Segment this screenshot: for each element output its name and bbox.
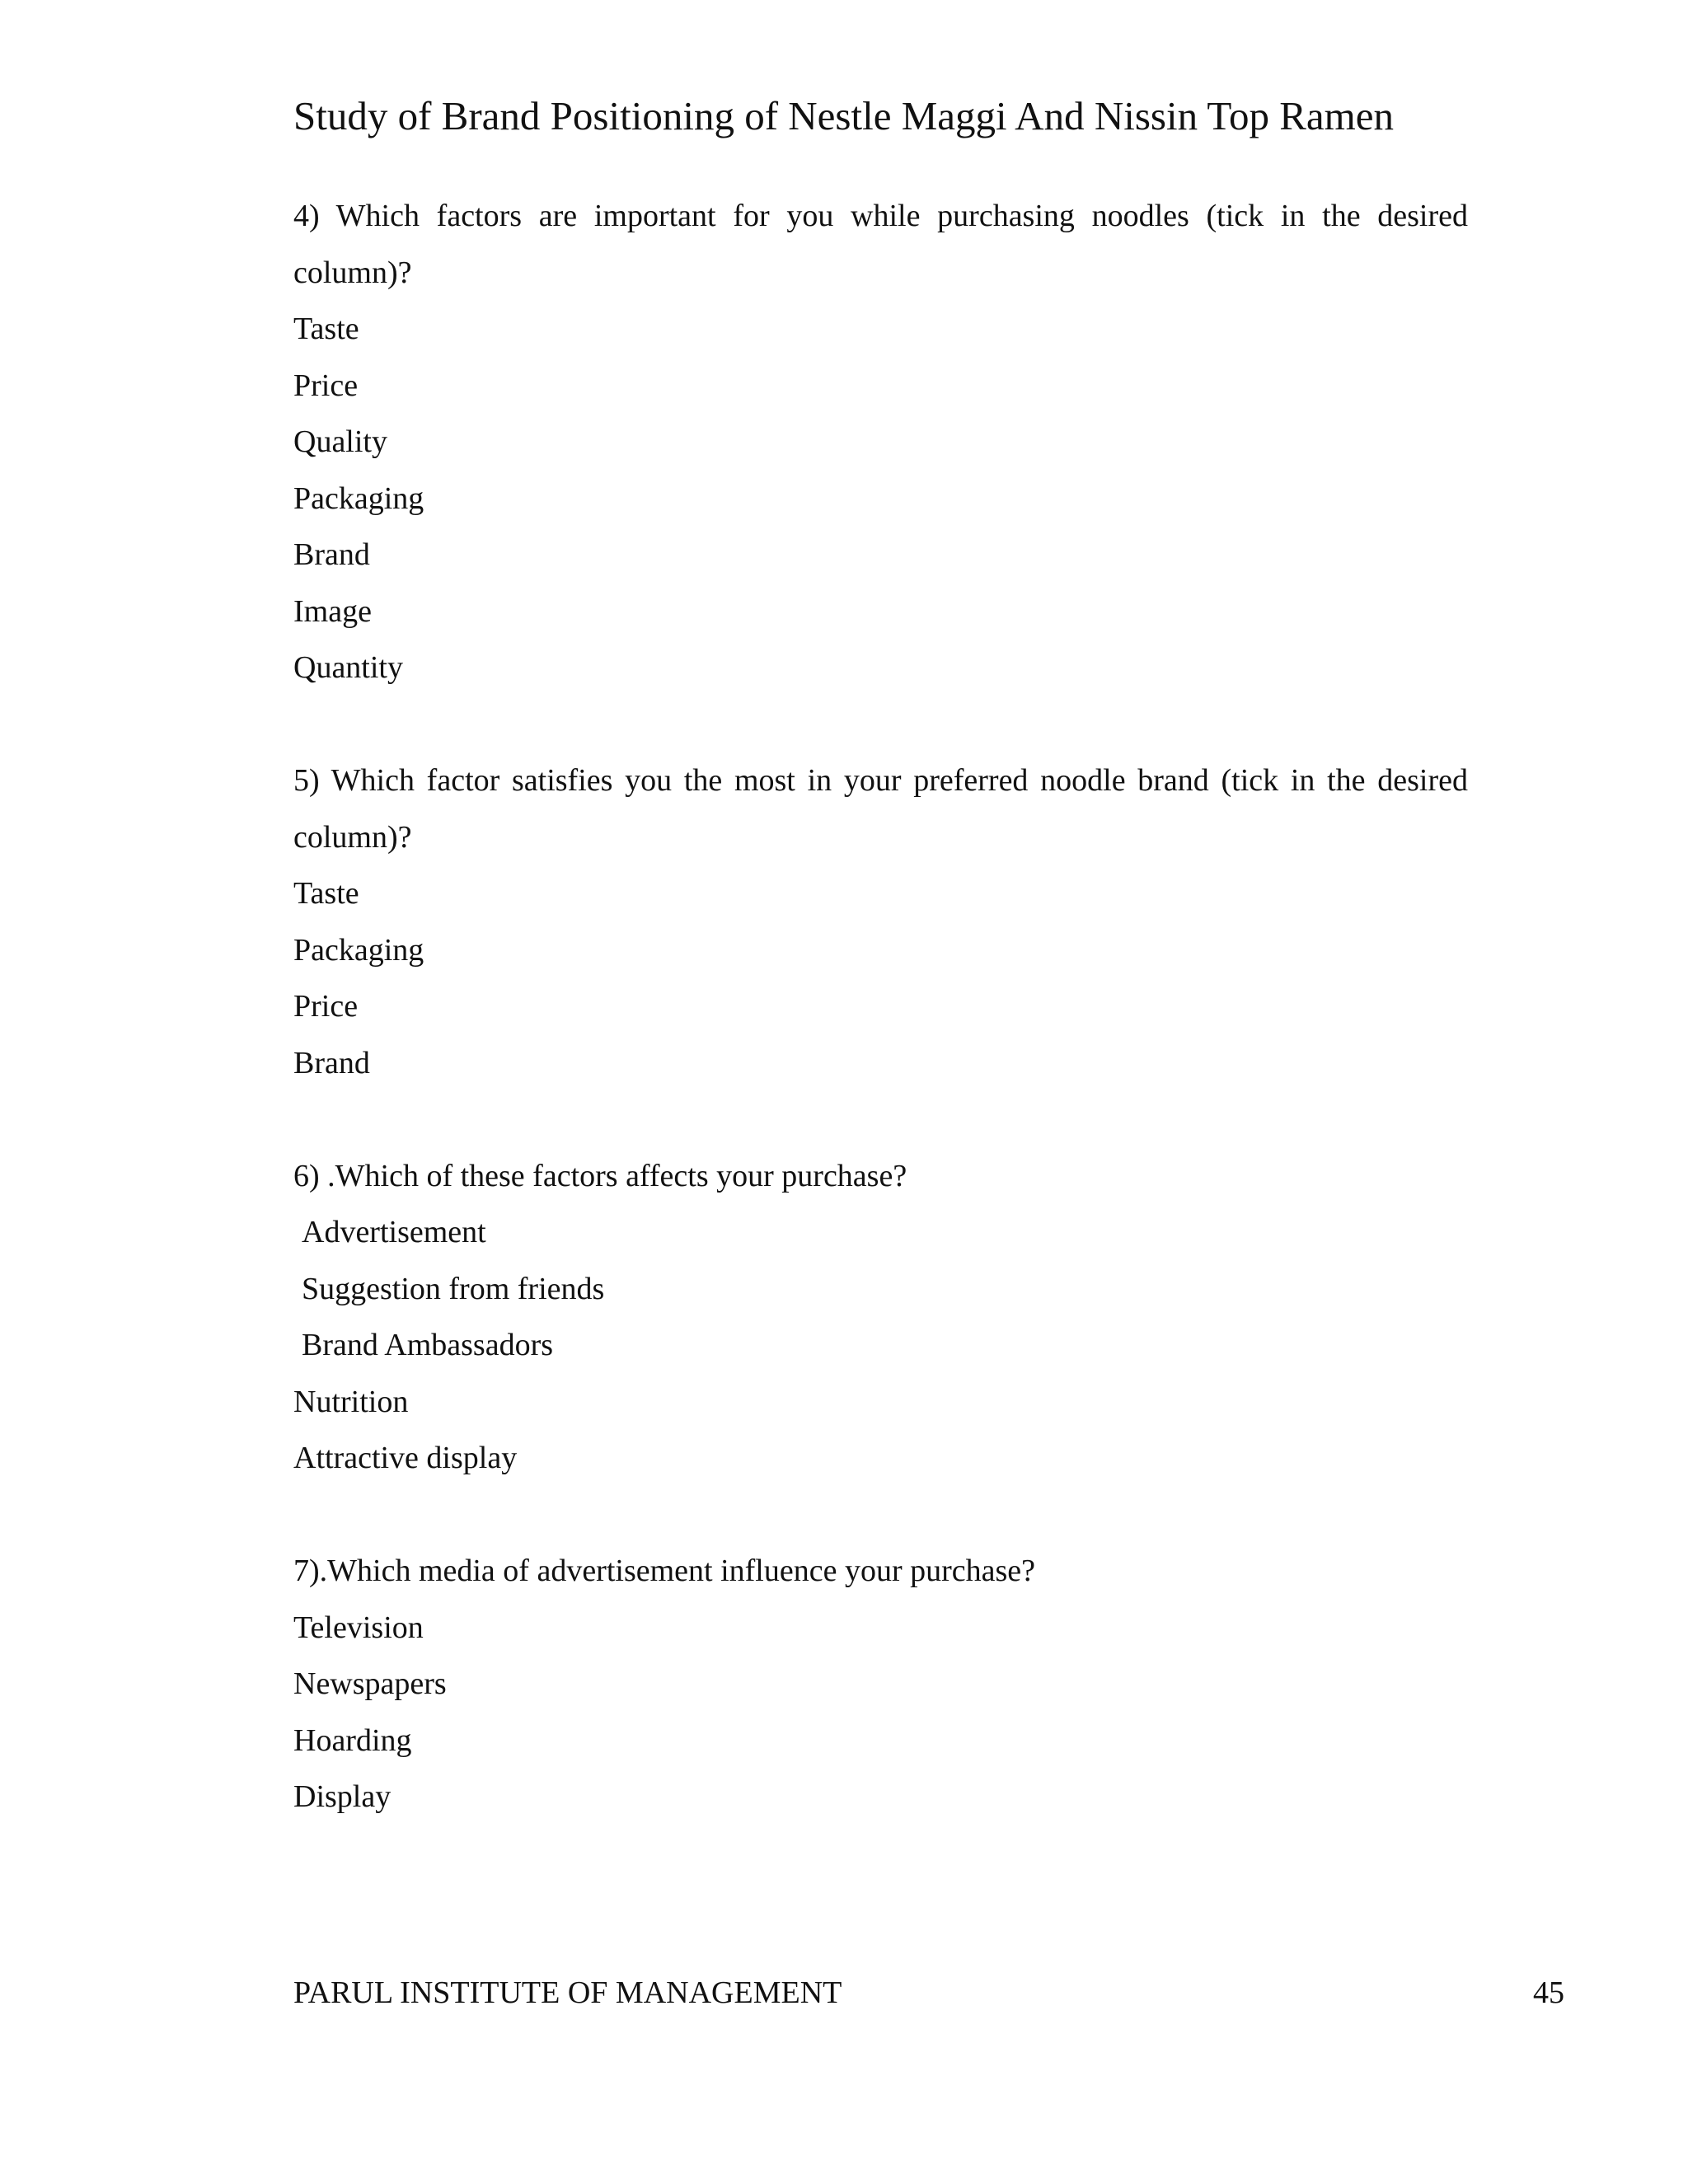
question-7-text: 7).Which media of advertisement influence your purchase? <box>293 1554 1036 1588</box>
option-price: Price <box>293 368 359 403</box>
question-6 <box>293 1148 1468 1487</box>
page-number: 45 <box>1533 1975 1564 2010</box>
question-4-text <box>293 188 1468 301</box>
question-5-line-1: 5) Which factor satisfies you the most in your preferred noodle brand (tick in the desired <box>293 763 1468 798</box>
question-5-text <box>293 752 1468 865</box>
option-taste: Taste <box>293 312 359 346</box>
option-brand: Brand <box>293 537 370 572</box>
option-brand-ambassadors: Brand Ambassadors <box>302 1328 554 1362</box>
question-6-text: 6) .Which of these factors affects your purchase? <box>293 1158 907 1193</box>
question-4-line-1: 4) Which factors are important for you while purchasing noodles (tick in the desired <box>293 199 1468 233</box>
question-5 <box>293 752 1468 1091</box>
option-nutrition: Nutrition <box>293 1384 409 1419</box>
option-quantity: Quantity <box>293 650 403 685</box>
option-television: Television <box>293 1610 424 1645</box>
page-header-title: Study of Brand Positioning of Nestle Maggi And Nissin Top Ramen <box>293 93 1394 138</box>
question-5-line-2: column)? <box>293 819 412 855</box>
footer-institute-name: PARUL INSTITUTE OF MANAGEMENT <box>293 1975 842 2010</box>
option-display: Display <box>293 1779 392 1814</box>
option-packaging: Packaging <box>293 480 424 516</box>
question-7 <box>293 1543 1468 1825</box>
option-attractive-display: Attractive display <box>293 1441 518 1475</box>
question-4-line-2: column)? <box>293 255 412 290</box>
option-packaging: Packaging <box>293 932 424 968</box>
option-suggestion-from-friends: Suggestion from friends <box>302 1271 605 1306</box>
option-newspapers: Newspapers <box>293 1666 447 1701</box>
option-advertisement: Advertisement <box>302 1215 486 1249</box>
question-4 <box>293 188 1468 696</box>
questionnaire-body <box>293 188 1468 1825</box>
option-hoarding: Hoarding <box>293 1722 412 1758</box>
option-quality: Quality <box>293 424 387 459</box>
option-price: Price <box>293 989 359 1024</box>
option-brand: Brand <box>293 1045 370 1080</box>
option-image: Image <box>293 593 372 629</box>
option-taste: Taste <box>293 876 359 911</box>
